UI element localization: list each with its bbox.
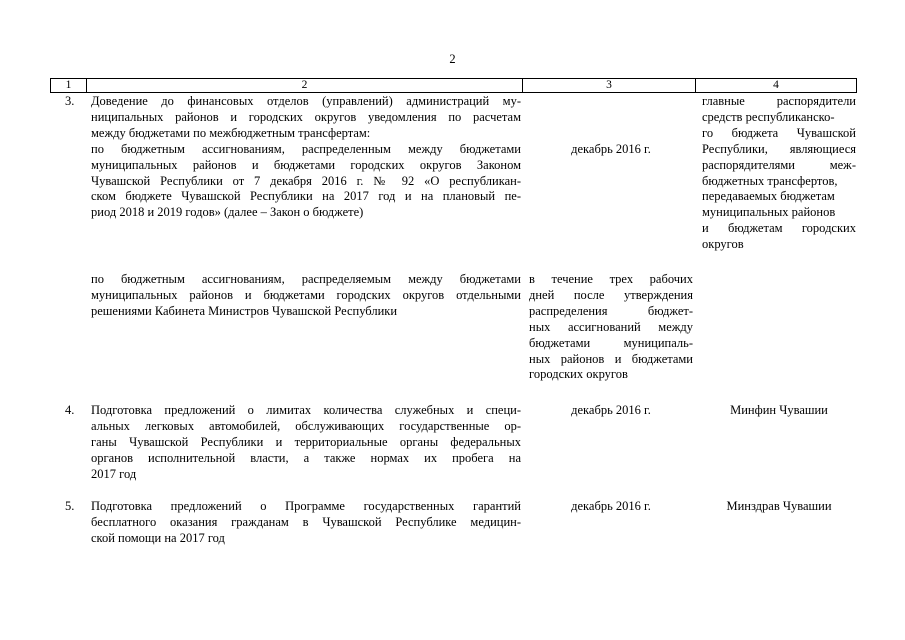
- column-header-row: [51, 79, 857, 93]
- text-line: органов исполнительной власти, а также нормах их пробега на: [91, 450, 521, 465]
- text-line: ных ассигнований между: [529, 319, 693, 334]
- text-line: Подготовка предложений о Программе государственных гарантий: [91, 499, 521, 513]
- text-line: го бюджета Чувашской: [702, 125, 856, 140]
- column-header-3: 3: [523, 79, 696, 93]
- text-line: альных легковых автомобилей, обслуживающих государственные ор-: [91, 418, 521, 433]
- row-responsible: Минфин Чувашии: [730, 403, 828, 417]
- column-header-table: [50, 78, 857, 93]
- text-line: риод 2018 и 2019 годов» (далее – Закон о бюджете): [91, 205, 364, 220]
- text-line: в течение трех рабочих: [529, 272, 693, 286]
- text-line: распределения бюджет-: [529, 303, 693, 318]
- row-number: 3.: [65, 94, 75, 108]
- text-line: городских округов: [529, 367, 628, 382]
- column-header-1: 1: [51, 79, 87, 93]
- row-description: [91, 94, 521, 221]
- column-header-2: 2: [87, 79, 523, 93]
- text-line: между бюджетами по межбюджетным трансфертам:: [91, 125, 371, 140]
- text-line: муниципальных районов и бюджетами городских округов Законом: [91, 157, 521, 172]
- text-line: Республики, являющиеся: [702, 141, 856, 156]
- text-line: Чувашской Республики от 7 декабря 2016 г. № 92 «О республикан-: [91, 173, 521, 188]
- text-line: средств республиканско-: [702, 109, 835, 124]
- text-line: ском бюджете Чувашской Республики на 2017 год и на плановый пе-: [91, 189, 521, 204]
- text-line: по бюджетным ассигнованиям, распределяемым между бюджетами: [91, 272, 521, 286]
- text-line: ниципальных районов и городских округов уведомления по расчетам: [91, 109, 521, 124]
- row-number: 4.: [65, 403, 75, 417]
- row-description: [91, 403, 521, 483]
- text-line: по бюджетным ассигнованиям, распределенным между бюджетами: [91, 141, 521, 156]
- column-header-4: 4: [696, 79, 857, 93]
- text-line: ных районов и бюджетами: [529, 351, 693, 366]
- text-line: и бюджетам городских: [702, 221, 856, 236]
- text-line: передаваемых бюджетам: [702, 189, 835, 204]
- text-line: распорядителями меж-: [702, 157, 856, 172]
- row-description: [91, 272, 521, 320]
- text-line: муниципальных районов и бюджетами городских округов отдельными: [91, 287, 521, 302]
- text-line: муниципальных районов: [702, 205, 836, 220]
- text-line: дней после утверждения: [529, 287, 693, 302]
- text-line: бюджетных трансфертов,: [702, 173, 838, 188]
- row-responsible: [702, 94, 856, 253]
- row-date: декабрь 2016 г.: [571, 499, 651, 513]
- text-line: Подготовка предложений о лимитах количества служебных и специ-: [91, 403, 521, 417]
- row-date: декабрь 2016 г.: [571, 403, 651, 417]
- text-line: бюджетами муниципаль-: [529, 335, 693, 350]
- row-description: [91, 499, 521, 547]
- text-line: главные распорядители: [702, 94, 856, 108]
- row-responsible: Минздрав Чувашии: [726, 499, 832, 513]
- text-line: решениями Кабинета Министров Чувашской Республики: [91, 303, 398, 318]
- text-line: Доведение до финансовых отделов (управлений) администраций му-: [91, 94, 521, 108]
- text-line: 2017 год: [91, 466, 137, 481]
- text-line: бесплатного оказания гражданам в Чувашской Республике медицин-: [91, 514, 521, 529]
- text-line: округов: [702, 237, 744, 252]
- text-line: ганы Чувашской Республики и территориальные органы федеральных: [91, 434, 521, 449]
- text-line: ской помощи на 2017 год: [91, 530, 225, 545]
- row-date: декабрь 2016 г.: [571, 142, 651, 156]
- page-number: 2: [449, 52, 456, 66]
- row-number: 5.: [65, 499, 75, 513]
- row-date: [529, 272, 693, 383]
